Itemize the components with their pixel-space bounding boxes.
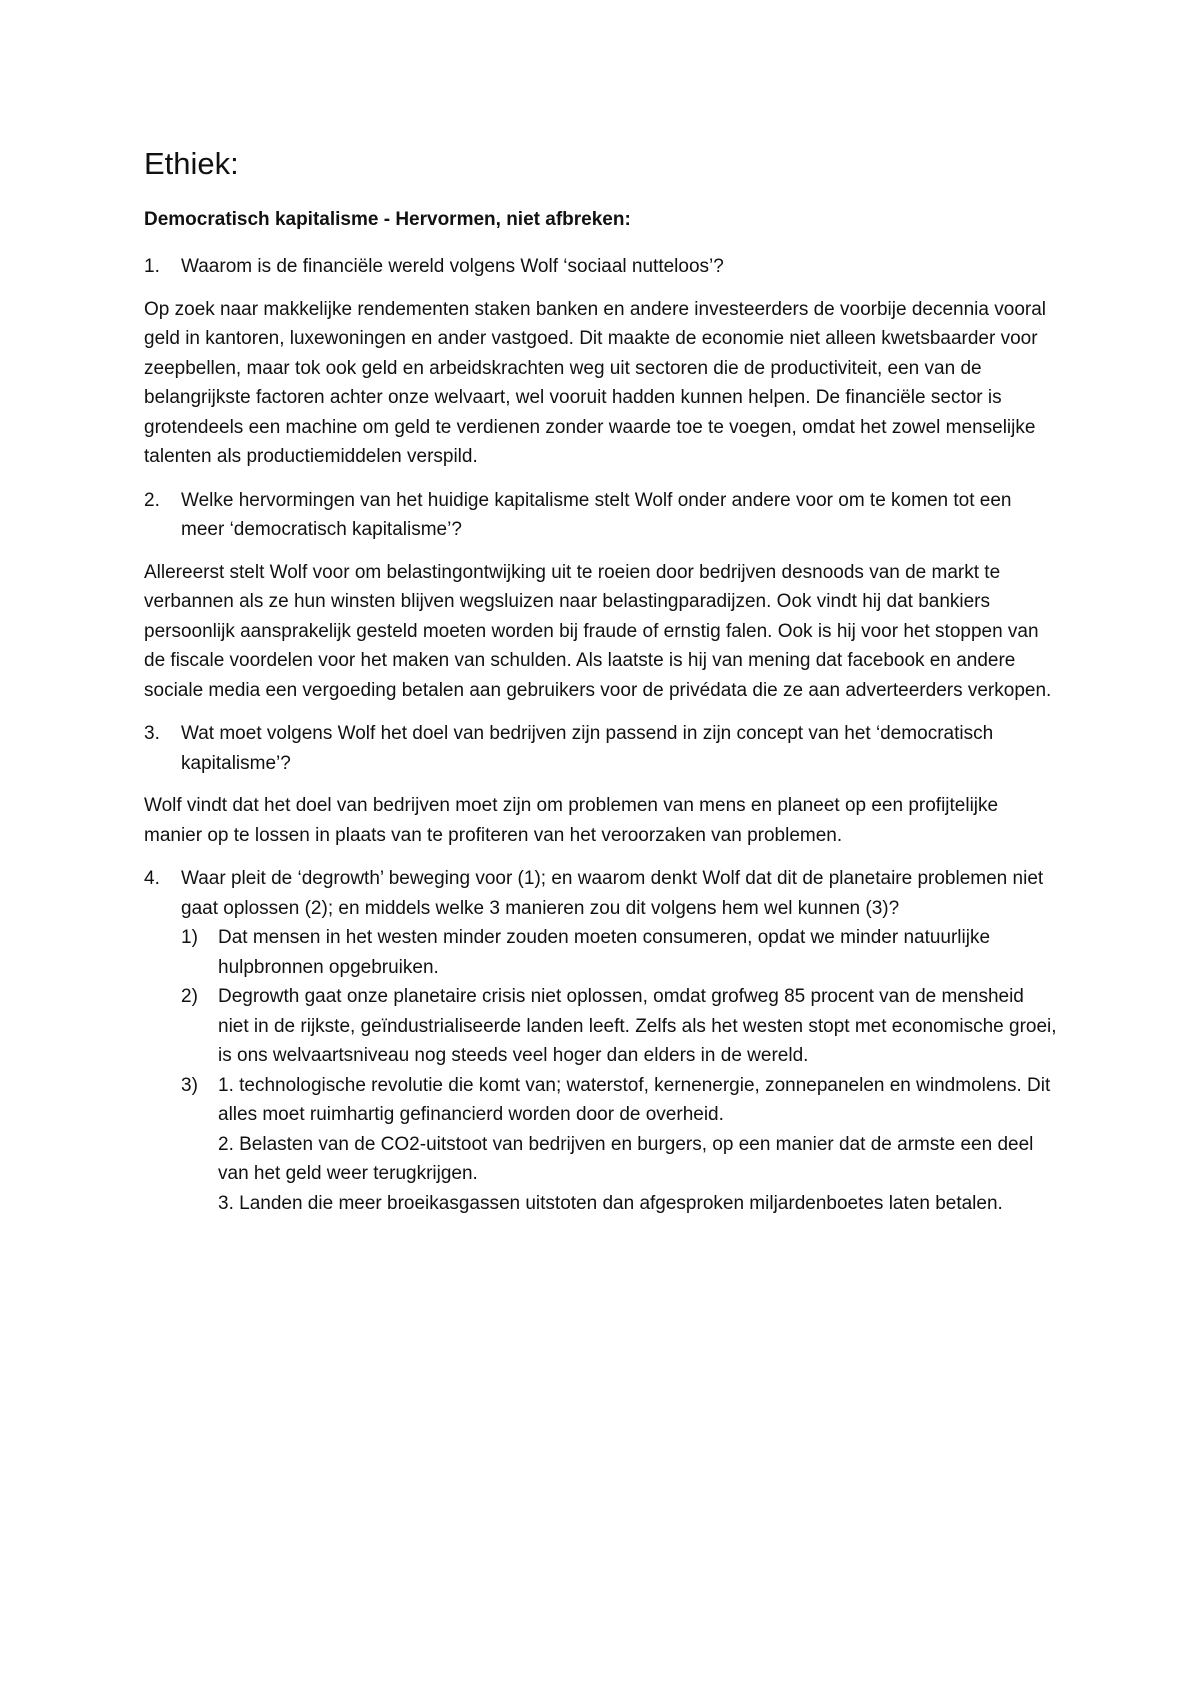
- list-item-line: 2. Belasten van de CO2-uitstoot van bedrijven en burgers, op een manier dat de armste een deel van het geld weer terugkrijgen.: [218, 1133, 1034, 1184]
- question-number: 1.: [144, 256, 160, 277]
- answer-3: Wolf vindt dat het doel van bedrijven moet zijn om problemen van mens en planeet op een profijtelijke manier op te lossen in plaats van te profiteren van het veroorzaken van problemen.: [144, 795, 999, 846]
- question-text: Wat moet volgens Wolf het doel van bedrijven zijn passend in zijn concept van het ‘democratisch kapitalisme’?: [181, 723, 994, 774]
- list-item-text: [218, 923, 1059, 982]
- question-2: [144, 486, 1059, 545]
- list-item-line: Degrowth gaat onze planetaire crisis niet oplossen, omdat grofweg 85 procent van de mensheid niet in de rijkste, geïndustrialiseerde landen leeft. Zelfs als het westen stopt met economische groei, is ons welvaartsniveau nog steeds veel hoger dan elders in de wereld.: [218, 986, 1057, 1066]
- list-item-line: 1. technologische revolutie die komt van; waterstof, kernenergie, zonnepanelen en windmolens. Dit alles moet ruimhartig gefinancierd worden door de overheid.: [218, 1074, 1051, 1125]
- question-text: Waarom is de financiële wereld volgens Wolf ‘sociaal nutteloos’?: [181, 256, 724, 277]
- list-item-number: 1): [181, 927, 198, 948]
- answer-2: Allereerst stelt Wolf voor om belastingontwijking uit te roeien door bedrijven desnoods van de markt te verbannen als ze hun winsten blijven wegsluizen naar belastingparadijzen. Ook vindt hij dat bankiers persoonlijk aansprakelijk gesteld moeten worden bij fraude of ernstig falen. Ook is hij voor het stoppen van de fiscale voordelen voor het maken van schulden. Als laatste is hij van mening dat facebook en andere sociale media een vergoeding betalen aan gebruikers voor de privédata die ze aan adverteerders verkopen.: [144, 561, 1052, 701]
- answer-1: Op zoek naar makkelijke rendementen staken banken en andere investeerders de voorbije decennia vooral geld in kantoren, luxewoningen en ander vastgoed. Dit maakte de economie niet alleen kwetsbaarder voor zeepbellen, maar tok ook geld en arbeidskrachten weg uit sectoren die de productiviteit, een van de belangrijkste factoren achter onze welvaart, wel vooruit hadden kunnen helpen. De financiële sector is grotendeels een machine om geld te verdienen zonder waarde toe te voegen, omdat het zowel menselijke talenten als productiemiddelen verspild.: [144, 298, 1046, 467]
- list-item-text: [218, 982, 1059, 1071]
- answer-4-list: [181, 923, 1059, 1218]
- document-page: [144, 144, 1059, 1218]
- question-number: 3.: [144, 723, 160, 744]
- list-item-line: 3. Landen die meer broeikasgassen uitstoten dan afgesproken miljardenboetes laten betalen.: [218, 1192, 1003, 1214]
- list-item-number: 3): [181, 1074, 198, 1096]
- list-item: [181, 923, 1059, 982]
- question-number: 4.: [144, 868, 160, 889]
- list-item: [181, 982, 1059, 1071]
- list-item: [181, 1071, 1059, 1219]
- question-text: Waar pleit de ‘degrowth’ beweging voor (1); en waarom denkt Wolf dat dit de planetaire problemen niet gaat oplossen (2); en middels welke 3 manieren zou dit volgens hem wel kunnen (3)?: [181, 868, 1044, 919]
- document-subtitle: Democratisch kapitalisme - Hervormen, niet afbreken:: [144, 209, 631, 230]
- document-title: Ethiek:: [144, 146, 239, 181]
- list-item-number: 2): [181, 986, 198, 1007]
- question-4: [144, 864, 1059, 923]
- list-item-line: Dat mensen in het westen minder zouden moeten consumeren, opdat we minder natuurlijke hulpbronnen opgebruiken.: [218, 927, 991, 978]
- list-item-text: [218, 1071, 1059, 1219]
- question-3: [144, 719, 1059, 778]
- question-text: Welke hervormingen van het huidige kapitalisme stelt Wolf onder andere voor om te komen tot een meer ‘democratisch kapitalisme’?: [181, 489, 1012, 540]
- question-number: 2.: [144, 489, 160, 511]
- question-1: [144, 252, 1059, 282]
